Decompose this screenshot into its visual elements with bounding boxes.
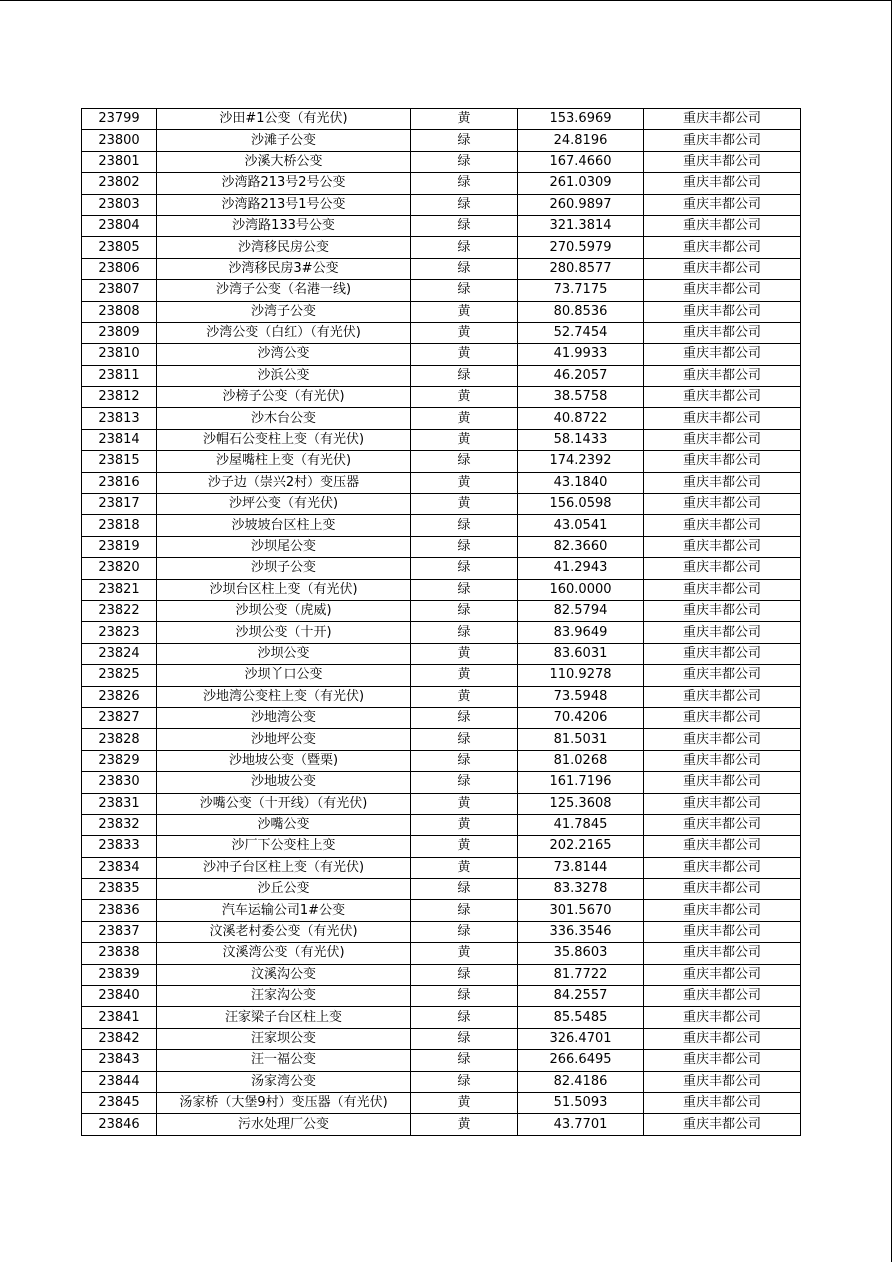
status-cell: 黄	[411, 494, 518, 515]
transformer-name-cell: 沙湾子公变（名港一线)	[157, 280, 411, 301]
company-cell: 重庆丰都公司	[644, 836, 801, 857]
value-cell: 41.2943	[518, 558, 644, 579]
transformer-name-cell: 沙坝公变	[157, 643, 411, 664]
table-row	[82, 643, 801, 664]
table-row	[82, 515, 801, 536]
row-id-cell: 23824	[82, 643, 157, 664]
value-cell: 73.5948	[518, 686, 644, 707]
row-id-cell: 23828	[82, 729, 157, 750]
transformer-name-cell: 沙榜子公变（有光伏)	[157, 387, 411, 408]
status-cell: 绿	[411, 151, 518, 172]
table-row	[82, 921, 801, 942]
value-cell: 52.7454	[518, 322, 644, 343]
transformer-name-cell: 沙坝公变（虎威)	[157, 600, 411, 621]
transformer-name-cell: 汶溪沟公变	[157, 964, 411, 985]
table-row	[82, 964, 801, 985]
table-row	[82, 793, 801, 814]
row-id-cell: 23807	[82, 280, 157, 301]
value-cell: 301.5670	[518, 900, 644, 921]
status-cell: 绿	[411, 173, 518, 194]
row-id-cell: 23826	[82, 686, 157, 707]
transformer-name-cell: 沙溪大桥公变	[157, 151, 411, 172]
company-cell: 重庆丰都公司	[644, 943, 801, 964]
table-row	[82, 194, 801, 215]
value-cell: 43.1840	[518, 472, 644, 493]
company-cell: 重庆丰都公司	[644, 793, 801, 814]
transformer-name-cell: 沙坝台区柱上变（有光伏)	[157, 579, 411, 600]
company-cell: 重庆丰都公司	[644, 237, 801, 258]
value-cell: 83.6031	[518, 643, 644, 664]
status-cell: 绿	[411, 964, 518, 985]
transformer-name-cell: 沙湾路133号公变	[157, 215, 411, 236]
company-cell: 重庆丰都公司	[644, 280, 801, 301]
transformer-name-cell: 沙地坡公变（暨栗)	[157, 750, 411, 771]
status-cell: 绿	[411, 194, 518, 215]
company-cell: 重庆丰都公司	[644, 1028, 801, 1049]
company-cell: 重庆丰都公司	[644, 579, 801, 600]
value-cell: 161.7196	[518, 772, 644, 793]
row-id-cell: 23845	[82, 1092, 157, 1113]
transformer-name-cell: 沙坪公变（有光伏)	[157, 494, 411, 515]
company-cell: 重庆丰都公司	[644, 879, 801, 900]
value-cell: 260.9897	[518, 194, 644, 215]
value-cell: 43.7701	[518, 1114, 644, 1135]
status-cell: 黄	[411, 665, 518, 686]
value-cell: 266.6495	[518, 1050, 644, 1071]
value-cell: 153.6969	[518, 109, 644, 130]
row-id-cell: 23835	[82, 879, 157, 900]
status-cell: 绿	[411, 879, 518, 900]
table-row	[82, 429, 801, 450]
value-cell: 82.4186	[518, 1071, 644, 1092]
company-cell: 重庆丰都公司	[644, 558, 801, 579]
status-cell: 黄	[411, 793, 518, 814]
table-row	[82, 900, 801, 921]
row-id-cell: 23809	[82, 322, 157, 343]
status-cell: 绿	[411, 1071, 518, 1092]
value-cell: 321.3814	[518, 215, 644, 236]
table-row	[82, 494, 801, 515]
row-id-cell: 23801	[82, 151, 157, 172]
row-id-cell: 23840	[82, 986, 157, 1007]
value-cell: 24.8196	[518, 130, 644, 151]
status-cell: 绿	[411, 600, 518, 621]
value-cell: 160.0000	[518, 579, 644, 600]
company-cell: 重庆丰都公司	[644, 665, 801, 686]
row-id-cell: 23841	[82, 1007, 157, 1028]
status-cell: 绿	[411, 986, 518, 1007]
value-cell: 70.4206	[518, 707, 644, 728]
table-row	[82, 472, 801, 493]
row-id-cell: 23825	[82, 665, 157, 686]
row-id-cell: 23811	[82, 365, 157, 386]
transformer-table	[81, 108, 801, 1136]
row-id-cell: 23829	[82, 750, 157, 771]
company-cell: 重庆丰都公司	[644, 643, 801, 664]
value-cell: 73.7175	[518, 280, 644, 301]
status-cell: 黄	[411, 387, 518, 408]
row-id-cell: 23813	[82, 408, 157, 429]
table-row	[82, 365, 801, 386]
status-cell: 绿	[411, 515, 518, 536]
company-cell: 重庆丰都公司	[644, 986, 801, 1007]
transformer-name-cell: 汪家沟公变	[157, 986, 411, 1007]
transformer-name-cell: 沙木台公变	[157, 408, 411, 429]
row-id-cell: 23836	[82, 900, 157, 921]
transformer-name-cell: 沙坝公变（十开)	[157, 622, 411, 643]
table-row	[82, 879, 801, 900]
table-row	[82, 451, 801, 472]
company-cell: 重庆丰都公司	[644, 215, 801, 236]
value-cell: 81.5031	[518, 729, 644, 750]
status-cell: 黄	[411, 301, 518, 322]
value-cell: 174.2392	[518, 451, 644, 472]
company-cell: 重庆丰都公司	[644, 258, 801, 279]
row-id-cell: 23844	[82, 1071, 157, 1092]
row-id-cell: 23831	[82, 793, 157, 814]
status-cell: 黄	[411, 322, 518, 343]
table-row	[82, 387, 801, 408]
table-row	[82, 1114, 801, 1135]
status-cell: 绿	[411, 1007, 518, 1028]
value-cell: 83.9649	[518, 622, 644, 643]
row-id-cell: 23812	[82, 387, 157, 408]
status-cell: 黄	[411, 429, 518, 450]
table-row	[82, 814, 801, 835]
status-cell: 绿	[411, 258, 518, 279]
transformer-name-cell: 沙坝尾公变	[157, 536, 411, 557]
table-row	[82, 750, 801, 771]
table-row	[82, 344, 801, 365]
table-row	[82, 151, 801, 172]
company-cell: 重庆丰都公司	[644, 322, 801, 343]
transformer-name-cell: 汪一福公变	[157, 1050, 411, 1071]
company-cell: 重庆丰都公司	[644, 857, 801, 878]
company-cell: 重庆丰都公司	[644, 130, 801, 151]
company-cell: 重庆丰都公司	[644, 536, 801, 557]
row-id-cell: 23833	[82, 836, 157, 857]
value-cell: 280.8577	[518, 258, 644, 279]
company-cell: 重庆丰都公司	[644, 194, 801, 215]
transformer-name-cell: 沙浜公变	[157, 365, 411, 386]
transformer-name-cell: 汶溪湾公变（有光伏)	[157, 943, 411, 964]
table-row	[82, 943, 801, 964]
company-cell: 重庆丰都公司	[644, 1071, 801, 1092]
transformer-name-cell: 沙湾子公变	[157, 301, 411, 322]
transformer-name-cell: 沙地湾公变柱上变（有光伏)	[157, 686, 411, 707]
row-id-cell: 23843	[82, 1050, 157, 1071]
status-cell: 绿	[411, 237, 518, 258]
company-cell: 重庆丰都公司	[644, 707, 801, 728]
value-cell: 82.3660	[518, 536, 644, 557]
row-id-cell: 23810	[82, 344, 157, 365]
transformer-name-cell: 沙帽石公变柱上变（有光伏)	[157, 429, 411, 450]
status-cell: 黄	[411, 1092, 518, 1113]
value-cell: 41.7845	[518, 814, 644, 835]
transformer-name-cell: 沙田#1公变（有光伏)	[157, 109, 411, 130]
value-cell: 80.8536	[518, 301, 644, 322]
table-row	[82, 237, 801, 258]
company-cell: 重庆丰都公司	[644, 1092, 801, 1113]
value-cell: 58.1433	[518, 429, 644, 450]
company-cell: 重庆丰都公司	[644, 964, 801, 985]
value-cell: 167.4660	[518, 151, 644, 172]
status-cell: 绿	[411, 536, 518, 557]
status-cell: 绿	[411, 750, 518, 771]
table-row	[82, 408, 801, 429]
company-cell: 重庆丰都公司	[644, 344, 801, 365]
company-cell: 重庆丰都公司	[644, 173, 801, 194]
value-cell: 73.8144	[518, 857, 644, 878]
table-row	[82, 258, 801, 279]
page-top-border	[0, 0, 892, 1]
row-id-cell: 23818	[82, 515, 157, 536]
row-id-cell: 23823	[82, 622, 157, 643]
company-cell: 重庆丰都公司	[644, 1050, 801, 1071]
status-cell: 绿	[411, 365, 518, 386]
value-cell: 202.2165	[518, 836, 644, 857]
transformer-name-cell: 沙湾公变（白红）（有光伏)	[157, 322, 411, 343]
transformer-name-cell: 汤家桥（大堡9村）变压器（有光伏)	[157, 1092, 411, 1113]
transformer-name-cell: 沙地湾公变	[157, 707, 411, 728]
status-cell: 绿	[411, 579, 518, 600]
row-id-cell: 23808	[82, 301, 157, 322]
status-cell: 黄	[411, 814, 518, 835]
company-cell: 重庆丰都公司	[644, 750, 801, 771]
status-cell: 黄	[411, 857, 518, 878]
transformer-name-cell: 沙坝丫口公变	[157, 665, 411, 686]
company-cell: 重庆丰都公司	[644, 921, 801, 942]
status-cell: 黄	[411, 686, 518, 707]
status-cell: 绿	[411, 1028, 518, 1049]
table-row	[82, 986, 801, 1007]
transformer-name-cell: 沙湾路213号1号公变	[157, 194, 411, 215]
status-cell: 黄	[411, 943, 518, 964]
row-id-cell: 23830	[82, 772, 157, 793]
value-cell: 83.3278	[518, 879, 644, 900]
company-cell: 重庆丰都公司	[644, 729, 801, 750]
table-row	[82, 173, 801, 194]
table-row	[82, 836, 801, 857]
transformer-name-cell: 沙坝子公变	[157, 558, 411, 579]
value-cell: 82.5794	[518, 600, 644, 621]
value-cell: 261.0309	[518, 173, 644, 194]
table-row	[82, 772, 801, 793]
row-id-cell: 23802	[82, 173, 157, 194]
row-id-cell: 23846	[82, 1114, 157, 1135]
table-row	[82, 280, 801, 301]
row-id-cell: 23814	[82, 429, 157, 450]
table-row	[82, 600, 801, 621]
status-cell: 绿	[411, 451, 518, 472]
transformer-name-cell: 沙厂下公变柱上变	[157, 836, 411, 857]
row-id-cell: 23800	[82, 130, 157, 151]
row-id-cell: 23827	[82, 707, 157, 728]
value-cell: 81.0268	[518, 750, 644, 771]
status-cell: 黄	[411, 472, 518, 493]
table-row	[82, 130, 801, 151]
transformer-name-cell: 汶溪老村委公变（有光伏)	[157, 921, 411, 942]
company-cell: 重庆丰都公司	[644, 1007, 801, 1028]
company-cell: 重庆丰都公司	[644, 109, 801, 130]
company-cell: 重庆丰都公司	[644, 429, 801, 450]
table-row	[82, 109, 801, 130]
transformer-name-cell: 汽车运输公司1#公变	[157, 900, 411, 921]
row-id-cell: 23804	[82, 215, 157, 236]
value-cell: 46.2057	[518, 365, 644, 386]
table-row	[82, 707, 801, 728]
status-cell: 绿	[411, 707, 518, 728]
table-row	[82, 1050, 801, 1071]
row-id-cell: 23815	[82, 451, 157, 472]
table-row	[82, 857, 801, 878]
table-row	[82, 622, 801, 643]
value-cell: 81.7722	[518, 964, 644, 985]
status-cell: 黄	[411, 836, 518, 857]
company-cell: 重庆丰都公司	[644, 451, 801, 472]
table-row	[82, 729, 801, 750]
row-id-cell: 23820	[82, 558, 157, 579]
status-cell: 黄	[411, 643, 518, 664]
transformer-name-cell: 沙地坡公变	[157, 772, 411, 793]
status-cell: 绿	[411, 921, 518, 942]
company-cell: 重庆丰都公司	[644, 515, 801, 536]
transformer-name-cell: 沙丘公变	[157, 879, 411, 900]
transformer-name-cell: 沙子边（崇兴2村）变压器	[157, 472, 411, 493]
transformer-name-cell: 汤家湾公变	[157, 1071, 411, 1092]
table-row	[82, 665, 801, 686]
company-cell: 重庆丰都公司	[644, 622, 801, 643]
value-cell: 43.0541	[518, 515, 644, 536]
transformer-name-cell: 沙坡坡台区柱上变	[157, 515, 411, 536]
transformer-name-cell: 污水处理厂公变	[157, 1114, 411, 1135]
company-cell: 重庆丰都公司	[644, 365, 801, 386]
status-cell: 绿	[411, 130, 518, 151]
row-id-cell: 23806	[82, 258, 157, 279]
status-cell: 绿	[411, 280, 518, 301]
table-row	[82, 1071, 801, 1092]
row-id-cell: 23837	[82, 921, 157, 942]
table-row	[82, 1007, 801, 1028]
row-id-cell: 23821	[82, 579, 157, 600]
value-cell: 85.5485	[518, 1007, 644, 1028]
company-cell: 重庆丰都公司	[644, 600, 801, 621]
row-id-cell: 23805	[82, 237, 157, 258]
value-cell: 51.5093	[518, 1092, 644, 1113]
transformer-name-cell: 沙湾移民房公变	[157, 237, 411, 258]
value-cell: 110.9278	[518, 665, 644, 686]
table-row	[82, 558, 801, 579]
row-id-cell: 23819	[82, 536, 157, 557]
row-id-cell: 23832	[82, 814, 157, 835]
status-cell: 绿	[411, 1050, 518, 1071]
value-cell: 40.8722	[518, 408, 644, 429]
company-cell: 重庆丰都公司	[644, 151, 801, 172]
company-cell: 重庆丰都公司	[644, 494, 801, 515]
company-cell: 重庆丰都公司	[644, 387, 801, 408]
transformer-name-cell: 沙滩子公变	[157, 130, 411, 151]
status-cell: 绿	[411, 558, 518, 579]
table-row	[82, 536, 801, 557]
row-id-cell: 23842	[82, 1028, 157, 1049]
company-cell: 重庆丰都公司	[644, 686, 801, 707]
row-id-cell: 23838	[82, 943, 157, 964]
status-cell: 黄	[411, 408, 518, 429]
company-cell: 重庆丰都公司	[644, 900, 801, 921]
row-id-cell: 23839	[82, 964, 157, 985]
company-cell: 重庆丰都公司	[644, 301, 801, 322]
transformer-name-cell: 沙地坪公变	[157, 729, 411, 750]
transformer-name-cell: 沙屋嘴柱上变（有光伏)	[157, 451, 411, 472]
table-row	[82, 301, 801, 322]
value-cell: 156.0598	[518, 494, 644, 515]
table-row	[82, 686, 801, 707]
value-cell: 41.9933	[518, 344, 644, 365]
value-cell: 336.3546	[518, 921, 644, 942]
table-row	[82, 1028, 801, 1049]
value-cell: 38.5758	[518, 387, 644, 408]
status-cell: 绿	[411, 772, 518, 793]
transformer-name-cell: 汪家梁子台区柱上变	[157, 1007, 411, 1028]
table-row	[82, 579, 801, 600]
transformer-name-cell: 沙湾路213号2号公变	[157, 173, 411, 194]
transformer-name-cell: 沙湾公变	[157, 344, 411, 365]
status-cell: 绿	[411, 215, 518, 236]
company-cell: 重庆丰都公司	[644, 1114, 801, 1135]
table-row	[82, 322, 801, 343]
value-cell: 270.5979	[518, 237, 644, 258]
row-id-cell: 23803	[82, 194, 157, 215]
status-cell: 黄	[411, 109, 518, 130]
row-id-cell: 23816	[82, 472, 157, 493]
value-cell: 35.8603	[518, 943, 644, 964]
company-cell: 重庆丰都公司	[644, 772, 801, 793]
transformer-name-cell: 汪家坝公变	[157, 1028, 411, 1049]
transformer-name-cell: 沙嘴公变	[157, 814, 411, 835]
company-cell: 重庆丰都公司	[644, 472, 801, 493]
status-cell: 黄	[411, 1114, 518, 1135]
row-id-cell: 23822	[82, 600, 157, 621]
transformer-name-cell: 沙冲子台区柱上变（有光伏)	[157, 857, 411, 878]
status-cell: 绿	[411, 729, 518, 750]
transformer-name-cell: 沙湾移民房3#公变	[157, 258, 411, 279]
status-cell: 绿	[411, 900, 518, 921]
value-cell: 84.2557	[518, 986, 644, 1007]
status-cell: 黄	[411, 344, 518, 365]
row-id-cell: 23817	[82, 494, 157, 515]
company-cell: 重庆丰都公司	[644, 408, 801, 429]
company-cell: 重庆丰都公司	[644, 814, 801, 835]
status-cell: 绿	[411, 622, 518, 643]
table-body	[82, 109, 801, 1136]
row-id-cell: 23799	[82, 109, 157, 130]
table-row	[82, 1092, 801, 1113]
row-id-cell: 23834	[82, 857, 157, 878]
value-cell: 326.4701	[518, 1028, 644, 1049]
table-row	[82, 215, 801, 236]
transformer-name-cell: 沙嘴公变（十开线）（有光伏)	[157, 793, 411, 814]
value-cell: 125.3608	[518, 793, 644, 814]
